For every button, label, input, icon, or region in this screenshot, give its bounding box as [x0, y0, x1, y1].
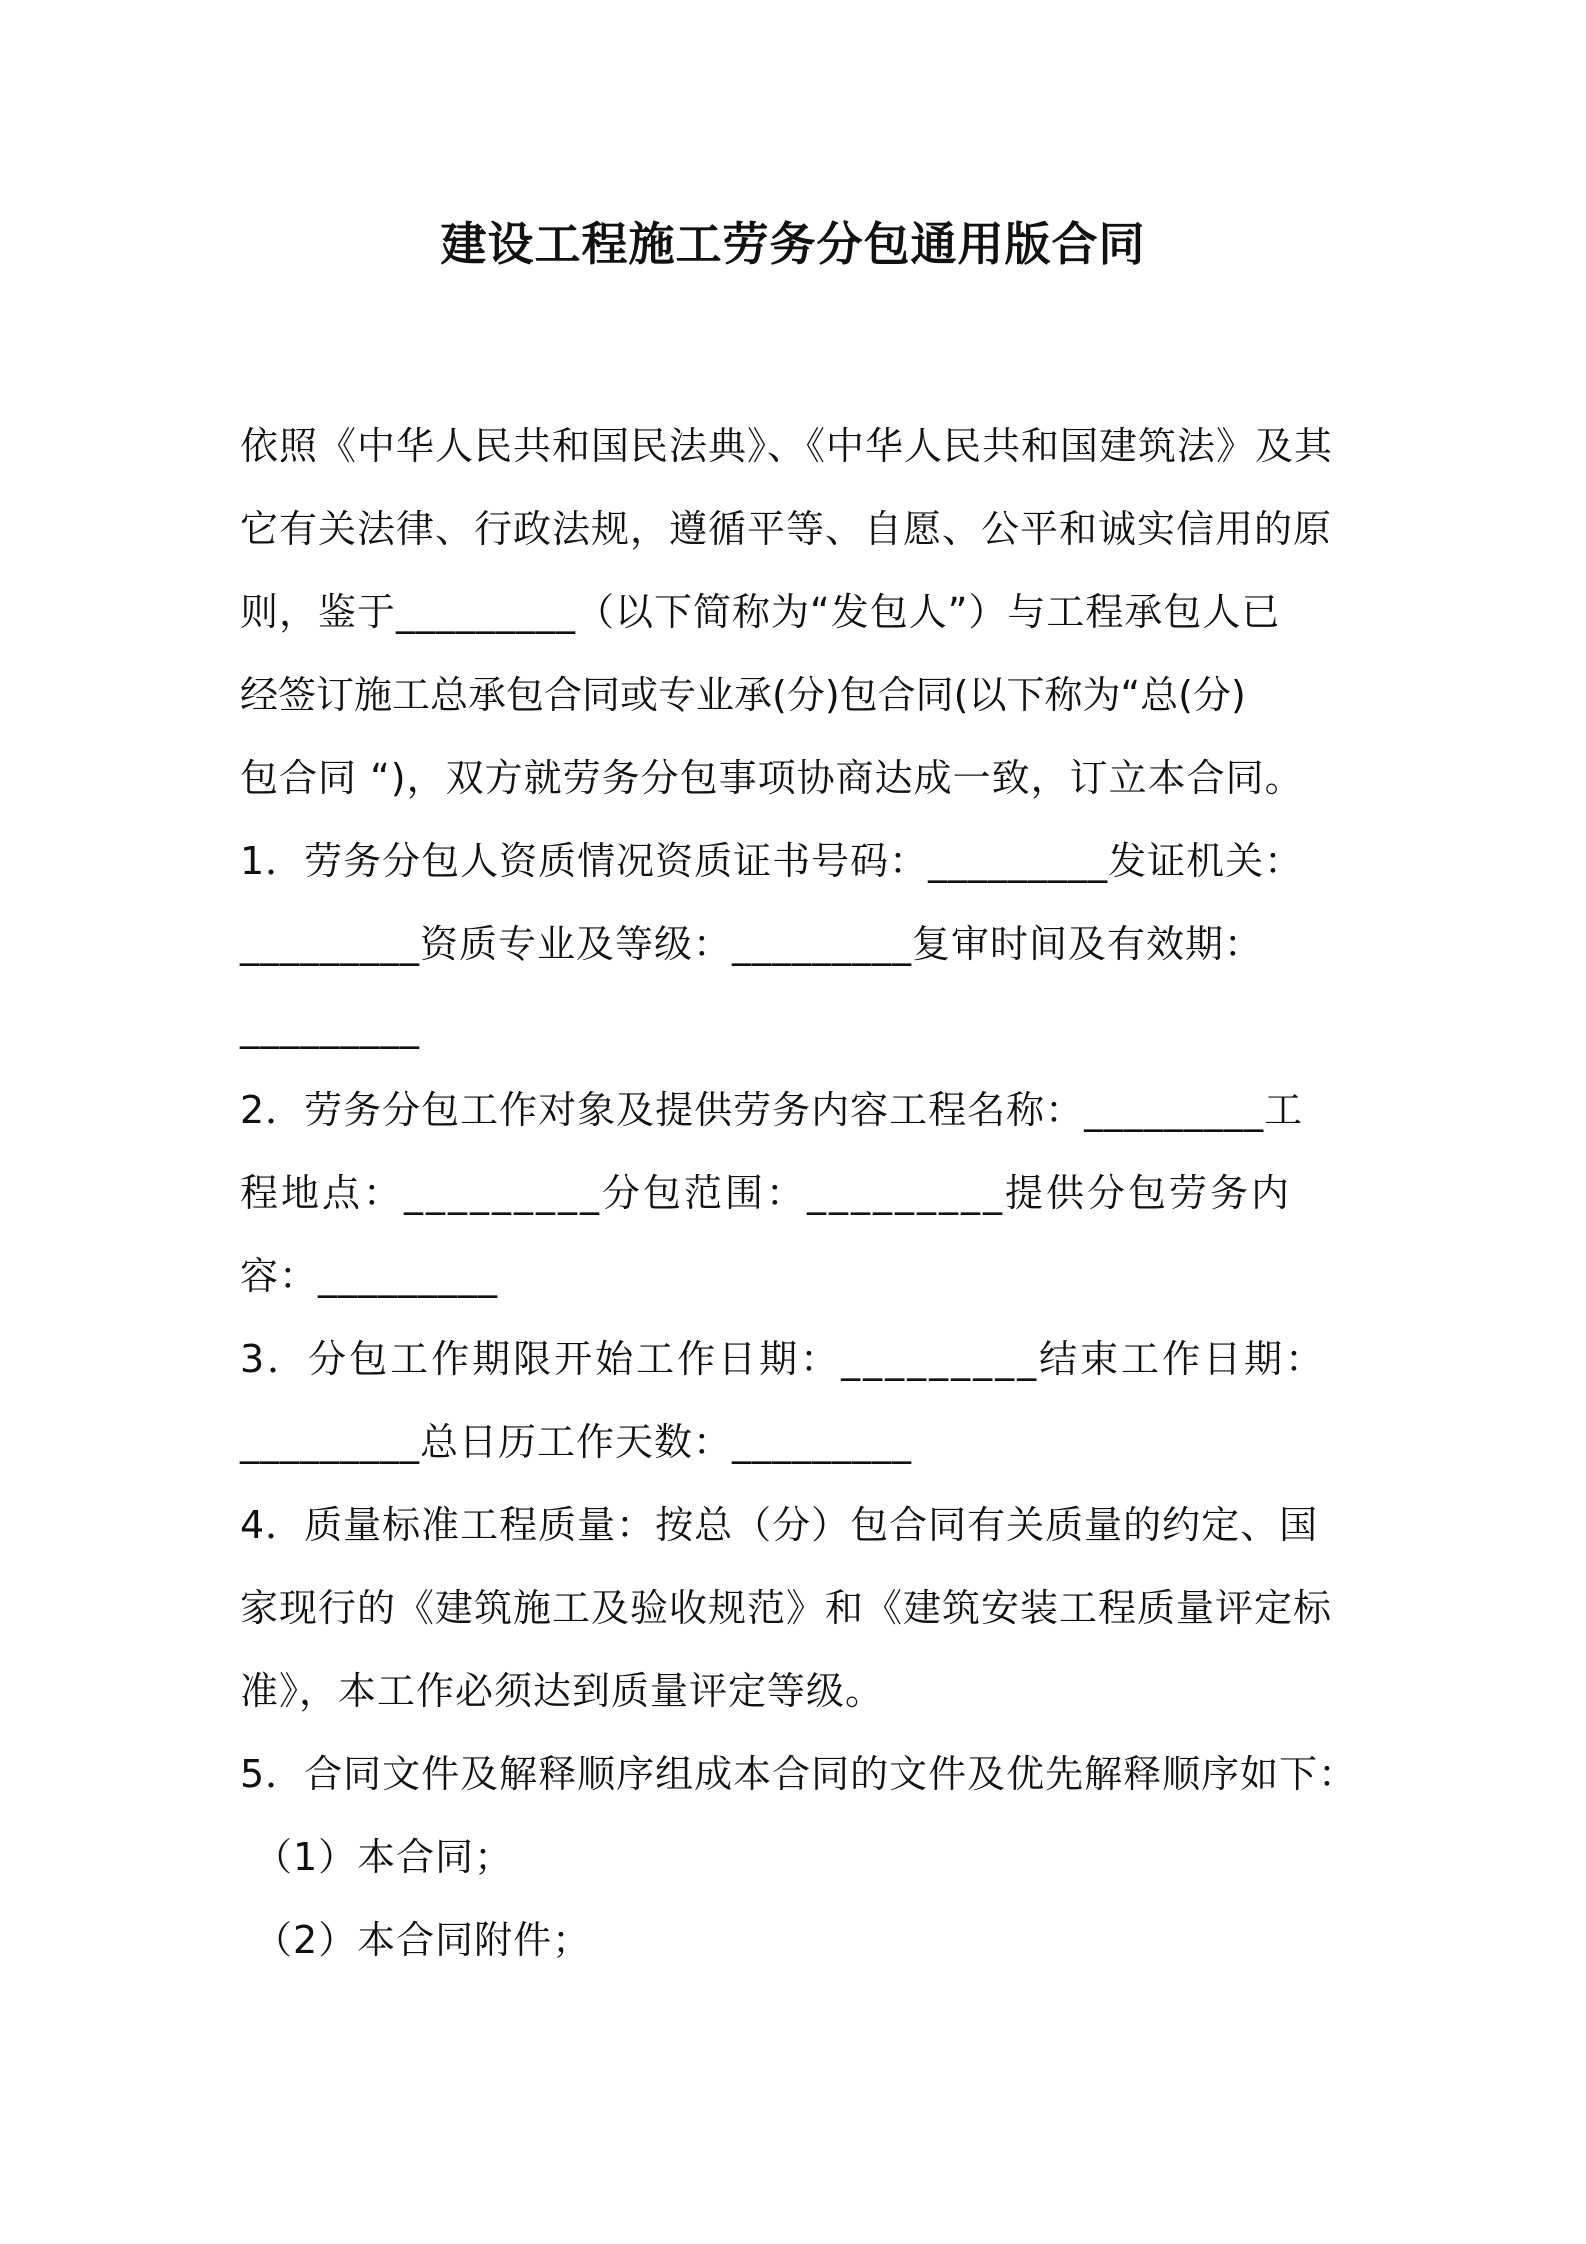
- clause-5-item: （2）本合同附件；: [254, 1918, 592, 1962]
- clause-4-line: 家现行的《建筑施工及验收规范》和《建筑安装工程质量评定标: [240, 1586, 1333, 1630]
- body-line: 经签订施工总承包合同或专业承(分)包合同(以下称为“总(分): [240, 673, 1246, 717]
- clause-5-item: （1）本合同；: [254, 1835, 514, 1879]
- clause-2-line: 容：_________: [240, 1254, 499, 1298]
- body-line: 则，鉴于_________（以下简称为“发包人”）与工程承包人已: [240, 590, 1281, 634]
- clause-3-line: _________总日历工作天数：_________: [240, 1420, 913, 1464]
- clause-1-line: _________资质专业及等级：_________复审时间及有效期：: [240, 922, 1264, 966]
- clause-1-line: _________: [240, 1005, 420, 1049]
- clause-1-line: 1．劳务分包人资质情况资质证书号码：_________发证机关：: [240, 839, 1304, 883]
- document-body: [240, 405, 1370, 1982]
- document-title: 建设工程施工劳务分包通用版合同: [440, 217, 1146, 271]
- clause-3-line: 3．分包工作期限开始工作日期：_________结束工作日期：: [240, 1337, 1327, 1381]
- clause-2-line: 2．劳务分包工作对象及提供劳务内容工程名称：_________工: [240, 1088, 1304, 1132]
- body-line: 包合同 “)，双方就劳务分包事项协商达成一致，订立本合同。: [240, 756, 1304, 800]
- clause-2-line: 程地点：_________分包范围：_________提供分包劳务内: [240, 1171, 1293, 1215]
- clause-4-line: 准》，本工作必须达到质量评定等级。: [240, 1669, 885, 1713]
- clause-5-line: 5．合同文件及解释顺序组成本合同的文件及优先解释顺序如下：: [240, 1752, 1358, 1796]
- body-line: 依照《中华人民共和国民法典》、《中华人民共和国建筑法》及其: [240, 424, 1334, 468]
- clause-4-line: 4．质量标准工程质量：按总（分）包合同有关质量的约定、国: [240, 1503, 1319, 1547]
- body-line: 它有关法律、行政法规，遵循平等、自愿、公平和诚实信用的原: [240, 507, 1333, 551]
